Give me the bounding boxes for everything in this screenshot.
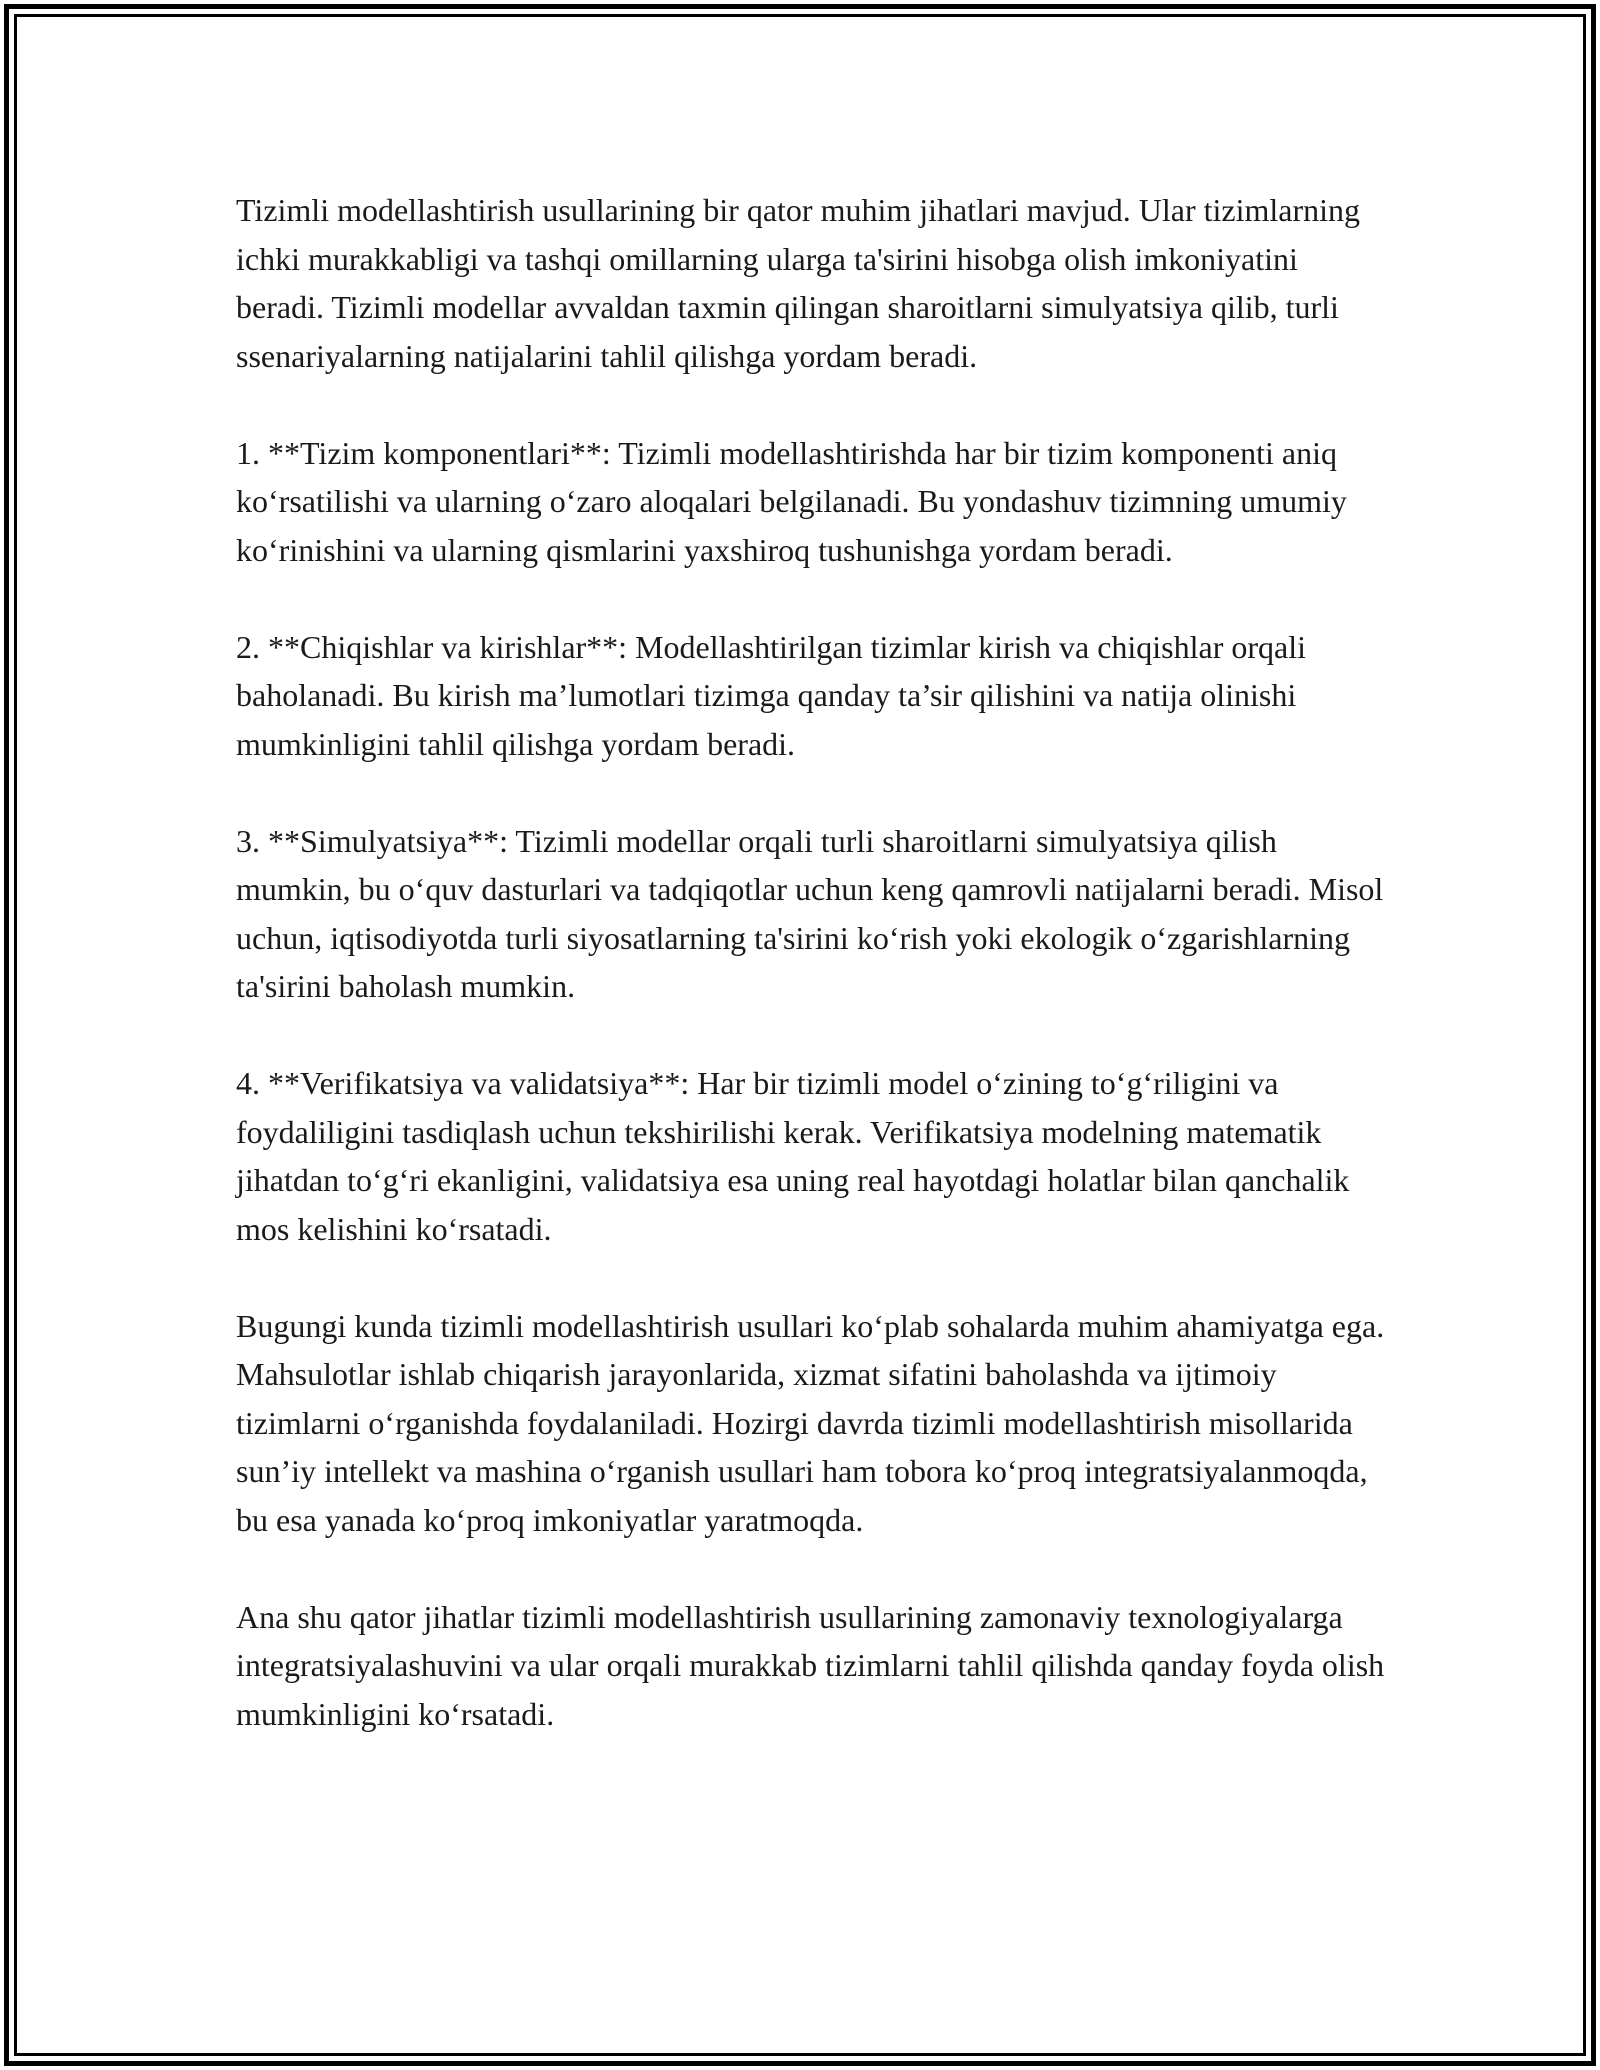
intro-paragraph: Tizimli modellashtirish usullarining bir qator muhim jihatlari mavjud. Ular tizimlarning ichki murakkabligi va tashqi omillarning ularga ta'sirini hisobga olish imkoniyatini beradi. Tizimli modellar avvaldan taxmin qilingan sharoitlarni simulyatsiya qilib, turli ssenariyalarning natijalarini tahlil qilishga yordam beradi.	[236, 192, 1360, 374]
list-item-verifikatsiya-va-validatsiya: 4. **Verifikatsiya va validatsiya**: Har bir tizimli model oʻzining toʻgʻriligini va foydaliligini tasdiqlash uchun tekshirilishi kerak. Verifikatsiya modelning matematik jihatdan toʻgʻri ekanligini, validatsiya esa uning real hayotdagi holatlar bilan qanchalik mos kelishini koʻrsatadi.	[236, 1065, 1350, 1247]
document-body	[236, 186, 1386, 1738]
list-item-simulyatsiya: 3. **Simulyatsiya**: Tizimli modellar orqali turli sharoitlarni simulyatsiya qilish mumkin, bu oʻquv dasturlari va tadqiqotlar uchun keng qamrovli natijalarni beradi. Misol uchun, iqtisodiyotda turli siyosatlarning ta'sirini koʻrish yoki ekologik oʻzgarishlarning ta'sirini baholash mumkin.	[236, 822, 1384, 1004]
list-item-tizim-komponentlari: 1. **Tizim komponentlari**: Tizimli modellashtirishda har bir tizim komponenti aniq koʻrsatilishi va ularning oʻzaro aloqalari belgilanadi. Bu yondashuv tizimning umumiy koʻrinishini va ularning qismlarini yaxshiroq tushunishga yordam beradi.	[236, 434, 1347, 568]
applications-paragraph: Bugungi kunda tizimli modellashtirish usullari koʻplab sohalarda muhim ahamiyatga ega. Mahsulotlar ishlab chiqarish jarayonlarida, xizmat sifatini baholashda va ijtimoiy tizimlarni oʻrganishda foydalaniladi. Hozirgi davrda tizimli modellashtirish misollarida sun’iy intellekt va mashina oʻrganish usullari ham tobora koʻproq integratsiyalanmoqda, bu esa yanada koʻproq imkoniyatlar yaratmoqda.	[236, 1307, 1385, 1538]
conclusion-paragraph: Ana shu qator jihatlar tizimli modellashtirish usullarining zamonaviy texnologiyalarga integratsiyalashuvini va ular orqali murakkab tizimlarni tahlil qilishda qanday foyda olish mumkinligini koʻrsatadi.	[236, 1598, 1385, 1732]
list-item-chiqishlar-va-kirishlar: 2. **Chiqishlar va kirishlar**: Modellashtirilgan tizimlar kirish va chiqishlar orqali baholanadi. Bu kirish ma’lumotlari tizimga qanday ta’sir qilishini va natija olinishi mumkinligini tahlil qilishga yordam beradi.	[236, 628, 1307, 762]
